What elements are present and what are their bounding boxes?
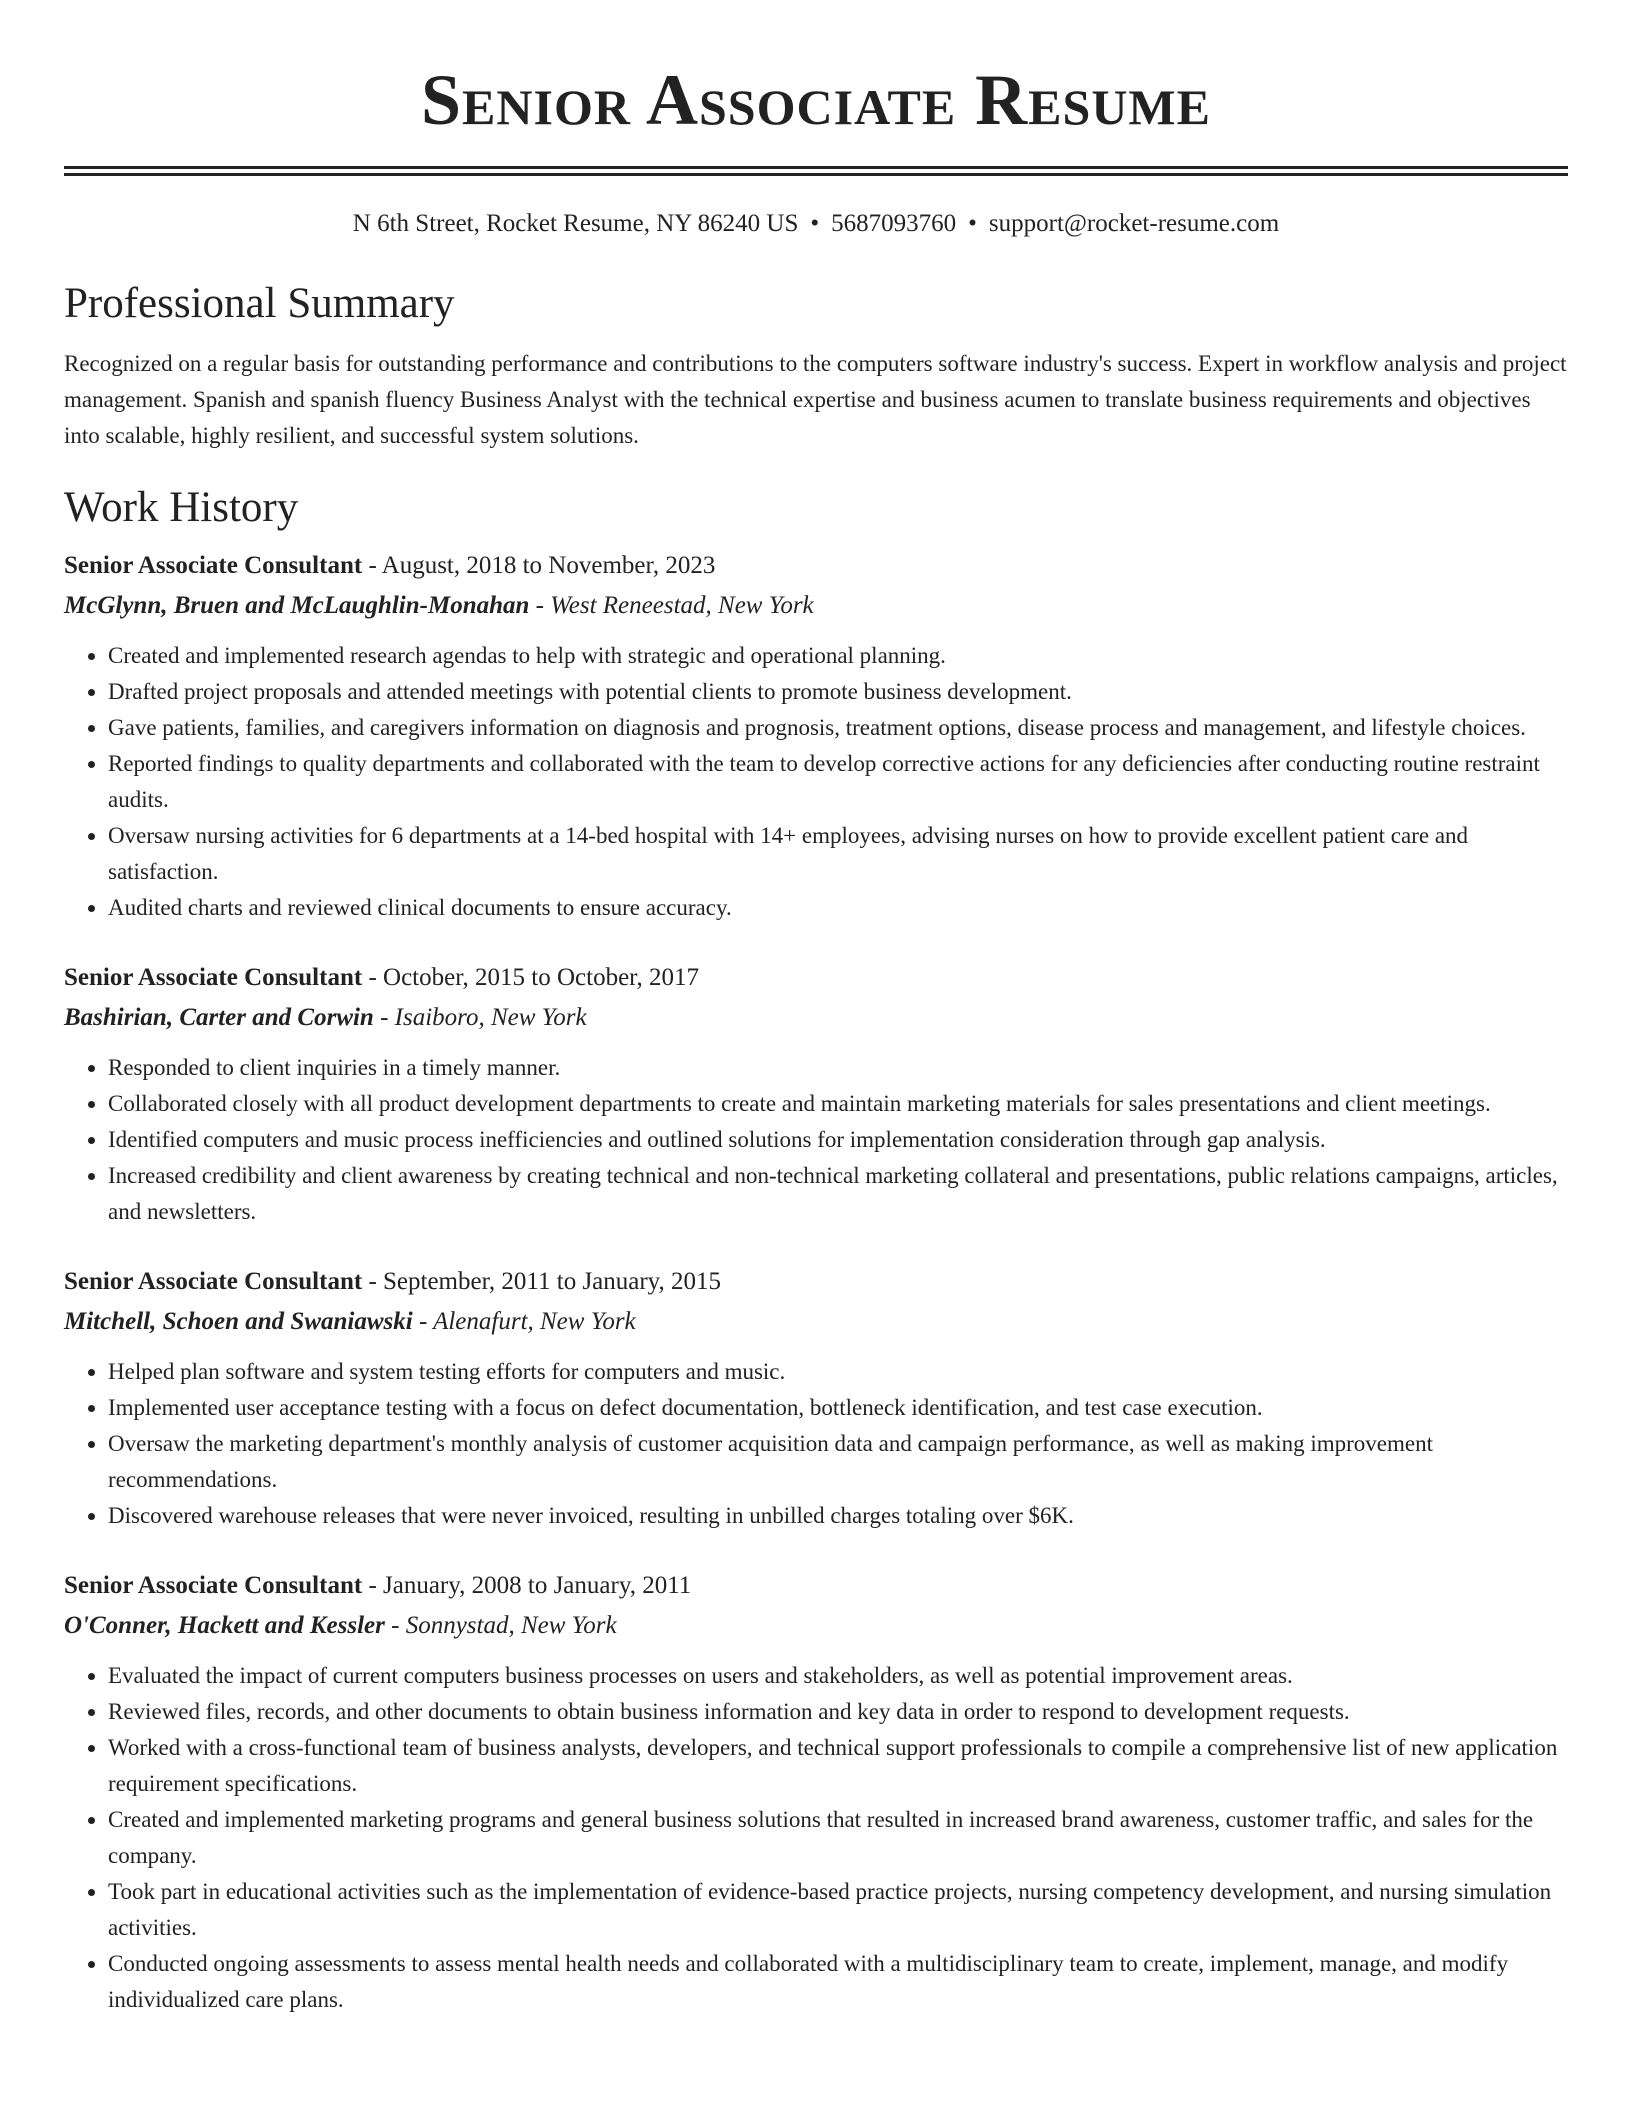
job-bullet: • Reviewed files, records, and other documents to obtain business information and key data in order to respond to development requests. <box>108 1694 1568 1730</box>
job-bullet: • Increased credibility and client awareness by creating technical and non-technical marketing collateral and presentations, public relations campaigns, articles, and newsletters. <box>108 1158 1568 1230</box>
job-bullet: • Conducted ongoing assessments to assess mental health needs and collaborated with a multidisciplinary team to create, implement, manage, and modify individualized care plans. <box>108 1946 1568 2018</box>
contact-separator: • <box>968 210 977 237</box>
job-location: - Alenafurt, New York <box>412 1308 636 1335</box>
job-company: Bashirian, Carter and Corwin <box>64 1004 374 1031</box>
page-title: Senior Associate Resume <box>421 60 1211 140</box>
job-location: - Sonnystad, New York <box>384 1612 617 1639</box>
job-bullet: • Took part in educational activities such as the implementation of evidence-based practice projects, nursing competency development, and nursing simulation activities. <box>108 1874 1568 1946</box>
contact-email: support@rocket-resume.com <box>988 210 1280 237</box>
job-dates: - August, 2018 to November, 2023 <box>362 552 716 579</box>
work-history-heading: Work History <box>64 484 299 531</box>
job-title: Senior Associate Consultant <box>64 964 363 991</box>
job-title-line <box>64 1566 1568 1606</box>
job-bullets <box>64 1354 1568 1534</box>
job-bullet: • Reported findings to quality departments and collaborated with the team to develop corrective actions for any deficiencies after conducting routine restraint audits. <box>108 746 1568 818</box>
job-entry <box>64 1566 1568 2018</box>
job-title: Senior Associate Consultant <box>64 552 363 579</box>
contact-address: N 6th Street, Rocket Resume, NY 86240 US <box>352 210 799 237</box>
job-dates: - September, 2011 to January, 2015 <box>362 1268 722 1295</box>
job-company: McGlynn, Bruen and McLaughlin-Monahan <box>64 592 530 619</box>
job-company-line <box>64 586 1568 626</box>
contact-separator: • <box>810 210 820 237</box>
job-bullet: • Created and implemented marketing programs and general business solutions that resulted in increased brand awareness, customer traffic, and sales for the company. <box>108 1802 1568 1874</box>
job-entry <box>64 958 1568 1230</box>
contact-phone: 5687093760 <box>831 210 957 237</box>
job-title-line <box>64 1262 1568 1302</box>
summary-text: Recognized on a regular basis for outstanding performance and contributions to the computers software industry's success. Expert in workflow analysis and project management. Spanish and spanish fluency Business Analyst with the technical expertise and business acumen to translate business requirements and objectives into scalable, highly resilient, and successful system solutions. <box>64 351 1567 448</box>
job-bullet: • Audited charts and reviewed clinical documents to ensure accuracy. <box>108 890 1568 926</box>
job-bullets <box>64 638 1568 926</box>
job-entry <box>64 546 1568 926</box>
job-bullet: • Collaborated closely with all product development departments to create and maintain marketing materials for sales presentations and client meetings. <box>108 1086 1568 1122</box>
contact-line <box>64 208 1568 240</box>
job-company-line <box>64 1606 1568 1646</box>
job-company: O'Conner, Hackett and Kessler <box>64 1612 385 1639</box>
job-title-line <box>64 958 1568 998</box>
job-bullet: • Evaluated the impact of current computers business processes on users and stakeholders, as well as potential improvement areas. <box>108 1658 1568 1694</box>
job-bullet: • Worked with a cross-functional team of business analysts, developers, and technical support professionals to compile a comprehensive list of new application requirement specifications. <box>108 1730 1568 1802</box>
job-bullets <box>64 1658 1568 2018</box>
job-location: - Isaiboro, New York <box>373 1004 587 1031</box>
job-bullet: • Oversaw the marketing department's monthly analysis of customer acquisition data and campaign performance, as well as making improvement recommendations. <box>108 1426 1568 1498</box>
job-bullet: • Responded to client inquiries in a timely manner. <box>108 1050 1568 1086</box>
job-title: Senior Associate Consultant <box>64 1572 363 1599</box>
job-company-line <box>64 1302 1568 1342</box>
job-entry <box>64 1262 1568 1534</box>
job-bullet: • Helped plan software and system testing efforts for computers and music. <box>108 1354 1568 1390</box>
job-company: Mitchell, Schoen and Swaniawski <box>64 1308 413 1335</box>
job-title: Senior Associate Consultant <box>64 1268 363 1295</box>
job-bullet: • Oversaw nursing activities for 6 departments at a 14-bed hospital with 14+ employees, advising nurses on how to provide excellent patient care and satisfaction. <box>108 818 1568 890</box>
job-bullet: • Gave patients, families, and caregivers information on diagnosis and prognosis, treatment options, disease process and management, and lifestyle choices. <box>108 710 1568 746</box>
title-divider <box>64 166 1568 176</box>
job-bullets <box>64 1050 1568 1230</box>
job-title-line <box>64 546 1568 586</box>
job-bullet: • Discovered warehouse releases that were never invoiced, resulting in unbilled charges totaling over $6K. <box>108 1498 1568 1534</box>
job-company-line <box>64 998 1568 1038</box>
summary-heading: Professional Summary <box>64 280 455 327</box>
job-bullet: • Identified computers and music process inefficiencies and outlined solutions for implementation consideration through gap analysis. <box>108 1122 1568 1158</box>
job-dates: - October, 2015 to October, 2017 <box>362 964 699 991</box>
job-bullet: • Drafted project proposals and attended meetings with potential clients to promote business development. <box>108 674 1568 710</box>
job-bullet: • Implemented user acceptance testing with a focus on defect documentation, bottleneck identification, and test case execution. <box>108 1390 1568 1426</box>
job-bullet: • Created and implemented research agendas to help with strategic and operational planning. <box>108 638 1568 674</box>
job-dates: - January, 2008 to January, 2011 <box>362 1572 692 1599</box>
job-location: - West Reneestad, New York <box>529 592 814 619</box>
